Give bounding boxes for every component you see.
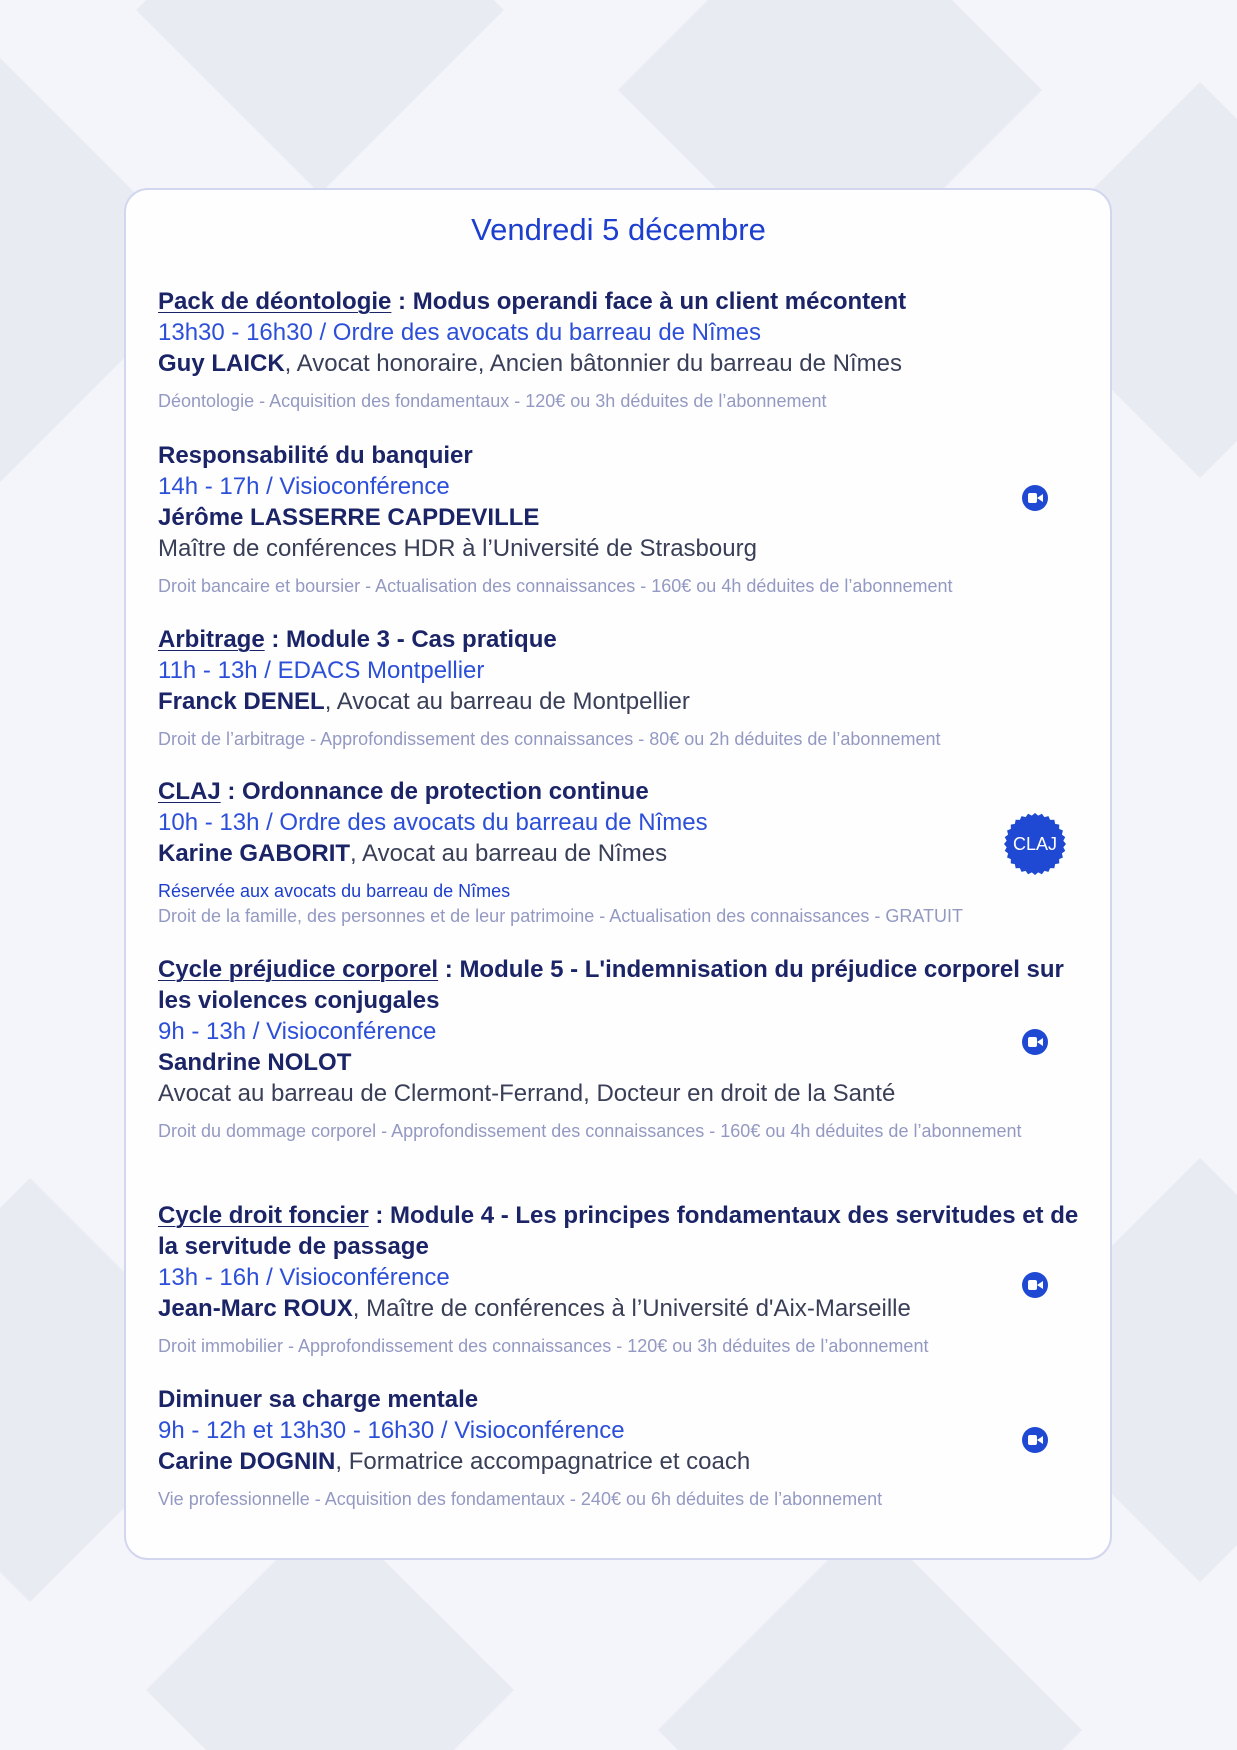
- video-icon: [1022, 1029, 1048, 1055]
- video-icon: [1022, 1427, 1048, 1453]
- session-speaker: Jean-Marc ROUX, Maître de conférences à l’Université d'Aix-Marseille: [158, 1295, 911, 1322]
- session-title: Cycle droit foncier : Module 4 - Les principes fondamentaux des servitudes et de la servitude de passage: [158, 1202, 1079, 1260]
- claj-badge: [1003, 812, 1067, 876]
- session-schedule: 9h - 13h / Visioconférence: [158, 1018, 437, 1045]
- session-reservation-note: Réservée aux avocats du barreau de Nîmes: [158, 881, 511, 901]
- session-meta: Déontologie - Acquisition des fondamentaux - 120€ ou 3h déduites de l’abonnement: [158, 391, 827, 411]
- session-title: Cycle préjudice corporel : Module 5 - L'indemnisation du préjudice corporel sur les violences conjugales: [158, 956, 1064, 1014]
- session-meta: Vie professionnelle - Acquisition des fondamentaux - 240€ ou 6h déduites de l’abonnement: [158, 1489, 883, 1509]
- session-meta: Droit de la famille, des personnes et de leur patrimoine - Actualisation des connaissances - GRATUIT: [158, 906, 964, 926]
- session-meta: Droit de l’arbitrage - Approfondissement des connaissances - 80€ ou 2h déduites de l’abonnement: [158, 729, 941, 749]
- session-meta: Droit du dommage corporel - Approfondissement des connaissances - 160€ ou 4h déduites de l’abonnement: [158, 1121, 1022, 1141]
- session-schedule: 10h - 13h / Ordre des avocats du barreau de Nîmes: [158, 809, 708, 836]
- session-prefix-link[interactable]: Arbitrage: [158, 626, 265, 653]
- session-speaker: Karine GABORIT, Avocat au barreau de Nîmes: [158, 840, 668, 867]
- session-droit-foncier: [158, 1200, 1080, 1358]
- session-schedule: 11h - 13h / EDACS Montpellier: [158, 657, 485, 684]
- session-speaker-role: Maître de conférences HDR à l’Université de Strasbourg: [158, 535, 757, 562]
- session-schedule: 9h - 12h et 13h30 - 16h30 / Visioconférence: [158, 1417, 625, 1444]
- session-prefix-link[interactable]: Pack de déontologie: [158, 288, 392, 315]
- session-prefix-link[interactable]: Cycle préjudice corporel: [158, 956, 439, 983]
- session-title: Arbitrage : Module 3 - Cas pratique: [158, 626, 557, 653]
- session-charge-mentale: [158, 1384, 1080, 1511]
- session-schedule: 13h30 - 16h30 / Ordre des avocats du barreau de Nîmes: [158, 319, 762, 346]
- session-speaker: Jérôme LASSERRE CAPDEVILLE: [158, 504, 540, 531]
- session-speaker: Guy LAICK, Avocat honoraire, Ancien bâtonnier du barreau de Nîmes: [158, 350, 902, 377]
- video-icon: [1022, 1272, 1048, 1298]
- session-title: Responsabilité du banquier: [158, 442, 473, 469]
- session-speaker: Carine DOGNIN, Formatrice accompagnatrice et coach: [158, 1448, 751, 1475]
- session-prefix-link[interactable]: Cycle droit foncier: [158, 1202, 369, 1229]
- session-speaker: Franck DENEL, Avocat au barreau de Montpellier: [158, 688, 690, 715]
- session-schedule: 14h - 17h / Visioconférence: [158, 473, 450, 500]
- session-title: CLAJ : Ordonnance de protection continue: [158, 778, 649, 805]
- day-title: Vendredi 5 décembre: [471, 212, 766, 247]
- session-meta: Droit bancaire et boursier - Actualisation des connaissances - 160€ ou 4h déduites de l’abonnement: [158, 576, 953, 596]
- session-responsabilite-banquier: [158, 440, 1080, 598]
- session-speaker: Sandrine NOLOT: [158, 1049, 352, 1076]
- session-title: Pack de déontologie : Modus operandi face à un client mécontent: [158, 288, 907, 315]
- session-prejudice-corporel: [158, 954, 1080, 1143]
- session-claj: [158, 776, 1080, 928]
- session-pack-deontologie: [158, 286, 1080, 413]
- session-schedule: 13h - 16h / Visioconférence: [158, 1264, 450, 1291]
- session-arbitrage: [158, 624, 1080, 751]
- session-speaker-role: Avocat au barreau de Clermont-Ferrand, Docteur en droit de la Santé: [158, 1080, 896, 1107]
- video-icon: [1022, 485, 1048, 511]
- session-title: Diminuer sa charge mentale: [158, 1386, 479, 1413]
- session-meta: Droit immobilier - Approfondissement des connaissances - 120€ ou 3h déduites de l’abonnement: [158, 1336, 929, 1356]
- claj-badge-label: CLAJ: [1012, 834, 1057, 854]
- session-prefix-link[interactable]: CLAJ: [158, 778, 221, 805]
